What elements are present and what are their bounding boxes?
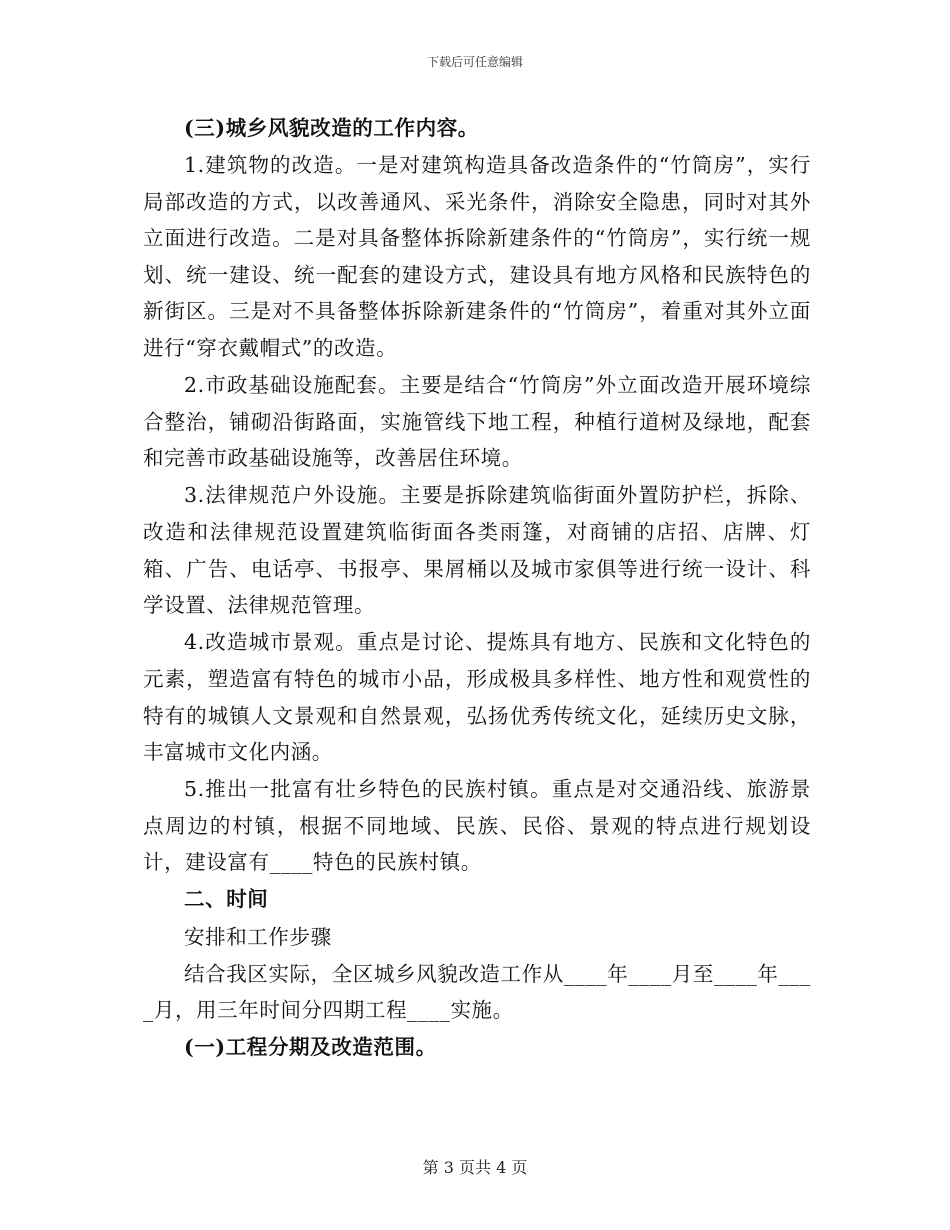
paragraph-item-2: 2.市政基础设施配套。主要是结合“竹筒房”外立面改造开展环境综合整治，铺砌沿街路面，实施管线下地工程，种植行道树及绿地，配套和完善市政基础设施等，改善居住环境。 xyxy=(143,373,811,471)
section-heading-time: 二、时间 xyxy=(184,887,269,912)
section-heading-3: (三)城乡风貌改造的工作内容。 xyxy=(184,116,479,140)
section-heading-phases: (一)工程分期及改造范围。 xyxy=(184,1035,437,1060)
page-footer: 第 3 页共 4 页 xyxy=(422,1158,528,1177)
paragraph-item-4: 4.改造城市景观。重点是讨论、提炼具有地方、民族和文化特色的元素，塑造富有特色的城市小品，形成极具多样性、地方性和观赏性的特有的城镇人文景观和自然景观，弘扬优秀传统文化，延续历史文脉，丰富城市文化内涵。 xyxy=(143,630,811,765)
paragraph-schedule: 结合我区实际，全区城乡风貌改造工作从____年____月至____年____月，用三年时间分四期工程____实施。 xyxy=(143,961,811,1023)
document-body xyxy=(143,110,811,1066)
paragraph-arrangement: 安排和工作步骤 xyxy=(184,924,332,949)
paragraph-item-3: 3.法律规范户外设施。主要是拆除建筑临街面外置防护栏，拆除、改造和法律规范设置建筑临街面各类雨篷，对商铺的店招、店牌、灯箱、广告、电话亭、书报亭、果屑桶以及城市家俱等进行统一设计、科学设置、法律规范管理。 xyxy=(143,483,811,618)
paragraph-item-1: 1.建筑物的改造。一是对建筑构造具备改造条件的“竹筒房”，实行局部改造的方式，以改善通风、采光条件，消除安全隐患，同时对其外立面进行改造。二是对具备整体拆除新建条件的“竹筒房”，实行统一规划、统一建设、统一配套的建设方式，建设具有地方风格和民族特色的新街区。三是对不具备整体拆除新建条件的“竹筒房”，着重对其外立面进行“穿衣戴帽式”的改造。 xyxy=(143,153,811,361)
page-header: 下载后可任意编辑 xyxy=(426,55,523,69)
paragraph-item-5: 5.推出一批富有壮乡特色的民族村镇。重点是对交通沿线、旅游景点周边的村镇，根据不同地域、民族、民俗、景观的特点进行规划设计，建设富有____特色的民族村镇。 xyxy=(143,777,811,875)
